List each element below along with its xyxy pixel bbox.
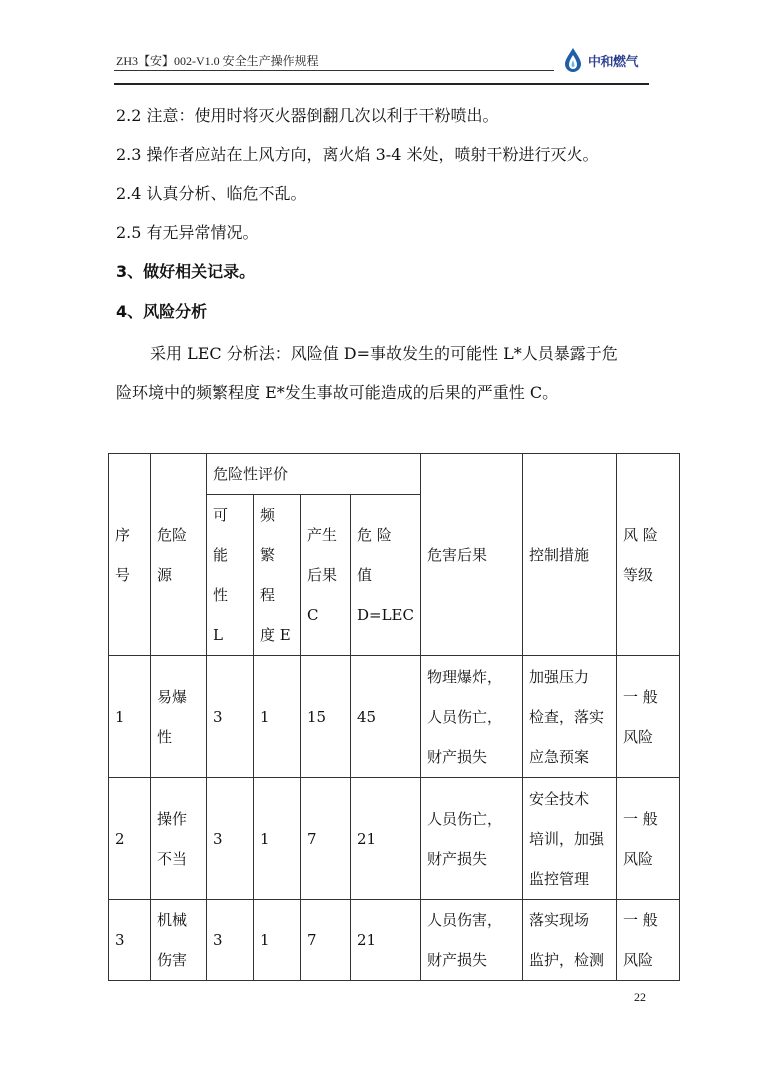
cell-consequence: 人员伤害， 财产损失 — [420, 900, 522, 981]
cell-level: 一 般 风险 — [616, 656, 679, 778]
paragraph-2-3: 2.3 操作者应站在上风方向，离火焰 3-4 米处，喷射干粉进行灭火。 — [116, 145, 599, 164]
cell-level: 一 般 风险 — [616, 778, 679, 900]
header-divider-thick — [114, 83, 649, 85]
header-hazard-source: 危险 源 — [151, 454, 207, 656]
cell-source: 操作 不当 — [151, 778, 207, 900]
logo-text: 中和燃气 — [588, 54, 639, 70]
company-logo — [562, 46, 638, 74]
cell-seq: 3 — [109, 900, 151, 981]
cell-C: 7 — [301, 778, 351, 900]
cell-control: 安全技术 培训，加强 监控管理 — [522, 778, 616, 900]
droplet-flame-icon — [562, 47, 584, 73]
cell-L: 3 — [207, 778, 254, 900]
header-seq: 序 号 — [109, 454, 151, 656]
paragraph-2-5: 2.5 有无异常情况。 — [116, 223, 259, 242]
cell-consequence: 人员伤亡， 财产损失 — [420, 778, 522, 900]
cell-E: 1 — [254, 656, 301, 778]
header-risk-evaluation: 危险性评价 — [207, 454, 421, 495]
cell-C: 15 — [301, 656, 351, 778]
cell-D: 45 — [351, 656, 421, 778]
lec-intro-line2: 险环境中的频繁程度 E*发生事故可能造成的后果的严重性 C。 — [116, 383, 559, 402]
cell-level: 一 般 风险 — [616, 900, 679, 981]
cell-source: 易爆 性 — [151, 656, 207, 778]
cell-D: 21 — [351, 778, 421, 900]
cell-L: 3 — [207, 656, 254, 778]
header-exposure: 频 繁 程 度 E — [254, 495, 301, 656]
header-divider-thin — [114, 70, 554, 71]
header-risk-level: 风 险 等级 — [616, 454, 679, 656]
cell-E: 1 — [254, 778, 301, 900]
header-control-measures: 控制措施 — [522, 454, 616, 656]
cell-seq: 2 — [109, 778, 151, 900]
cell-D: 21 — [351, 900, 421, 981]
cell-L: 3 — [207, 900, 254, 981]
doc-header-code: ZH3【安】002-V1.0 安全生产操作规程 — [116, 54, 319, 68]
cell-source: 机械 伤害 — [151, 900, 207, 981]
header-consequence-severity: 产生 后果 C — [301, 495, 351, 656]
cell-seq: 1 — [109, 656, 151, 778]
risk-analysis-table — [108, 453, 680, 981]
table-row — [109, 900, 680, 981]
cell-control: 加强压力 检查，落实 应急预案 — [522, 656, 616, 778]
paragraph-2-4: 2.4 认真分析、临危不乱。 — [116, 184, 307, 203]
lec-intro-line1: 采用 LEC 分析法：风险值 D=事故发生的可能性 L*人员暴露于危 — [150, 344, 618, 363]
heading-4: 4、风险分析 — [116, 302, 208, 321]
cell-consequence: 物理爆炸， 人员伤亡， 财产损失 — [420, 656, 522, 778]
header-risk-value: 危 险 值 D=LEC — [351, 495, 421, 656]
paragraph-2-2: 2.2 注意：使用时将灭火器倒翻几次以利于干粉喷出。 — [116, 106, 499, 125]
cell-control: 落实现场 监护，检测 — [522, 900, 616, 981]
cell-C: 7 — [301, 900, 351, 981]
heading-3: 3、做好相关记录。 — [116, 262, 256, 281]
cell-E: 1 — [254, 900, 301, 981]
header-consequence: 危害后果 — [420, 454, 522, 656]
header-likelihood: 可 能 性 L — [207, 495, 254, 656]
table-row — [109, 656, 680, 778]
page-number: 22 — [634, 990, 646, 1004]
table-row — [109, 778, 680, 900]
